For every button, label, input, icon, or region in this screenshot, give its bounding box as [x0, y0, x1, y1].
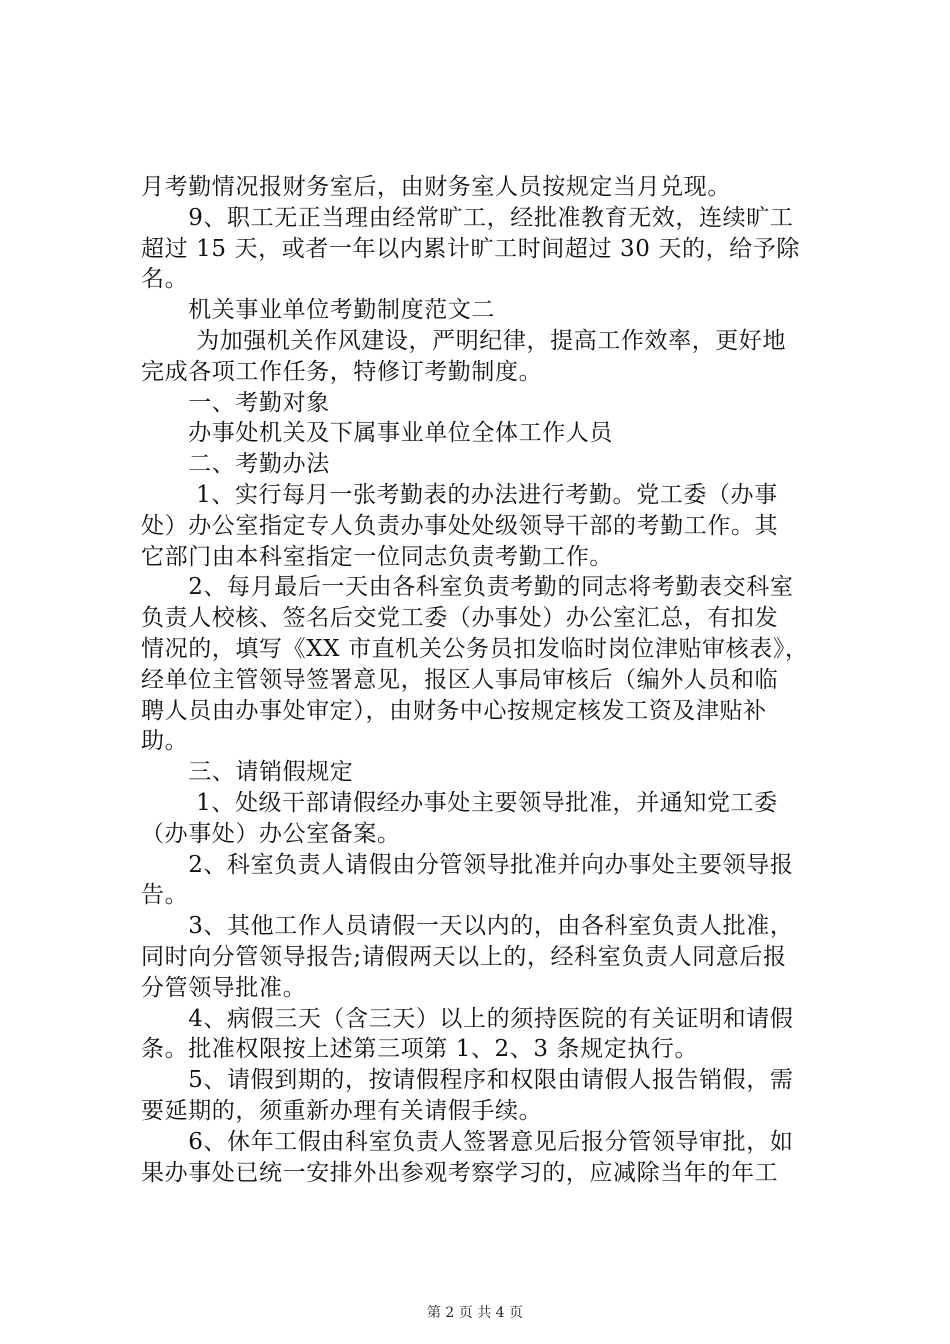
text-line: 月考勤情况报财务室后，由财务室人员按规定当月兑现。	[141, 174, 731, 200]
text-line: 完成各项工作任务，特修订考勤制度。	[141, 358, 543, 385]
section-heading: 机关事业单位考勤制度范文二	[141, 297, 495, 324]
text-line: 处）办公室指定专人负责办事处处级领导干部的考勤工作。其	[141, 512, 779, 539]
text-line: 办事处机关及下属事业单位全体工作人员	[141, 420, 613, 447]
text-line: 为加强机关作风建设，严明纪律，提高工作效率，更好地	[141, 327, 787, 354]
text-line: 它部门由本科室指定一位同志负责考勤工作。	[141, 543, 613, 570]
text-line: 果办事处已统一安排外出参观考察学习的，应减除当年的年工	[141, 1159, 779, 1186]
section-heading: 一、考勤对象	[141, 389, 330, 416]
text-line: （办事处）办公室备案。	[141, 820, 401, 847]
text-line: 2、每月最后一天由各科室负责考勤的同志将考勤表交科室	[141, 574, 794, 601]
text-line: 要延期的，须重新办理有关请假手续。	[141, 1097, 543, 1124]
text-line: 聘人员由办事处审定），由财务中心按规定核发工资及津贴补	[141, 697, 767, 724]
text-line: 告。	[141, 882, 189, 909]
text-line: 5、请假到期的，按请假程序和权限由请假人报告销假，需	[141, 1067, 794, 1094]
section-heading: 三、请销假规定	[141, 759, 354, 786]
text-line: 6、休年工假由科室负责人签署意见后报分管领导审批，如	[141, 1128, 794, 1155]
text-line: 情况的，填写《XX 市直机关公务员扣发临时岗位津贴审核表》，	[141, 635, 809, 662]
text-line: 条。批准权限按上述第三项第 1、2、3 条规定执行。	[141, 1036, 699, 1063]
section-heading: 二、考勤办法	[141, 451, 330, 478]
text-line: 负责人校核、签名后交党工委（办事处）办公室汇总，有扣发	[141, 605, 779, 632]
text-line: 超过 15 天，或者一年以内累计旷工时间超过 30 天的，给予除	[141, 235, 800, 262]
text-line: 1、处级干部请假经办事处主要领导批准，并通知党工委	[141, 789, 778, 816]
page-number-footer: 第 2 页 共 4 页	[426, 1305, 524, 1321]
text-line: 1、实行每月一张考勤表的办法进行考勤。党工委（办事	[141, 481, 778, 508]
document-body	[141, 172, 841, 1188]
text-line: 同时向分管领导报告;请假两天以上的，经科室负责人同意后报	[141, 943, 787, 970]
text-line: 名。	[141, 266, 189, 293]
text-line: 2、科室负责人请假由分管领导批准并向办事处主要领导报	[141, 851, 794, 878]
text-line: 3、其他工作人员请假一天以内的，由各科室负责人批准，	[141, 913, 794, 940]
text-line: 分管领导批准。	[141, 974, 307, 1001]
text-line: 助。	[141, 728, 189, 755]
text-line: 9、职工无正当理由经常旷工，经批准教育无效，连续旷工	[141, 204, 794, 231]
text-line: 经单位主管领导签署意见，报区人事局审核后（编外人员和临	[141, 666, 779, 693]
text-line: 4、病假三天（含三天）以上的须持医院的有关证明和请假	[141, 1005, 794, 1032]
